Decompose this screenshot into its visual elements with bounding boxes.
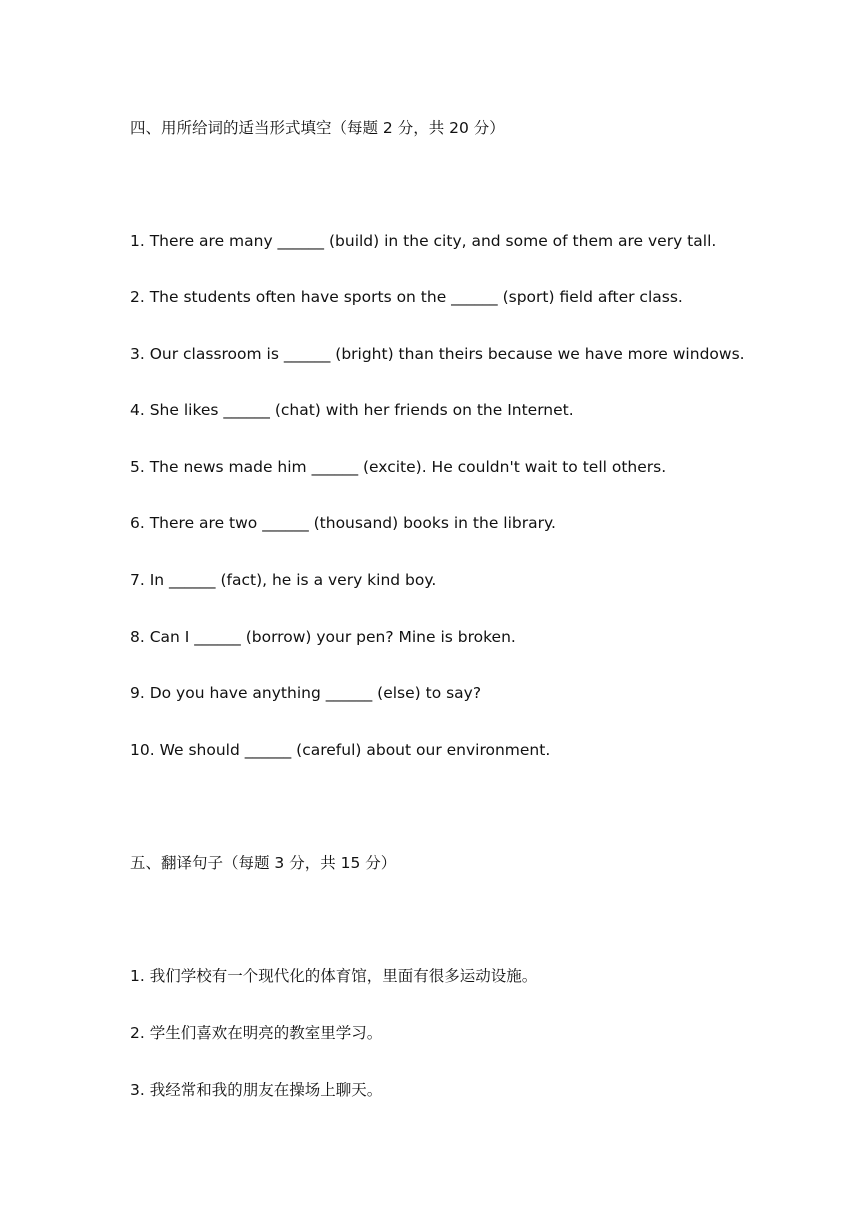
question-item: 5. The news made him ______ (excite). He couldn't wait to tell others. [130,458,667,476]
translation-item: 2. 学生们喜欢在明亮的教室里学习。 [130,1024,383,1042]
question-item: 1. There are many ______ (build) in the city, and some of them are very tall. [130,232,717,250]
section-4-heading: 四、用所给词的适当形式填空（每题 2 分，共 20 分） [130,119,505,137]
question-item: 10. We should ______ (careful) about our environment. [130,741,551,759]
question-item: 8. Can I ______ (borrow) your pen? Mine is broken. [130,628,516,646]
question-item: 9. Do you have anything ______ (else) to say? [130,684,482,702]
translation-item: 3. 我经常和我的朋友在操场上聊天。 [130,1081,383,1099]
question-item: 3. Our classroom is ______ (bright) than theirs because we have more windows. [130,345,745,363]
question-item: 6. There are two ______ (thousand) books in the library. [130,514,556,532]
question-item: 2. The students often have sports on the ______ (sport) field after class. [130,288,683,306]
translation-item: 1. 我们学校有一个现代化的体育馆，里面有很多运动设施。 [130,967,538,985]
question-item: 4. She likes ______ (chat) with her friends on the Internet. [130,401,574,419]
section-5-heading: 五、翻译句子（每题 3 分，共 15 分） [130,854,397,872]
question-item: 7. In ______ (fact), he is a very kind boy. [130,571,437,589]
